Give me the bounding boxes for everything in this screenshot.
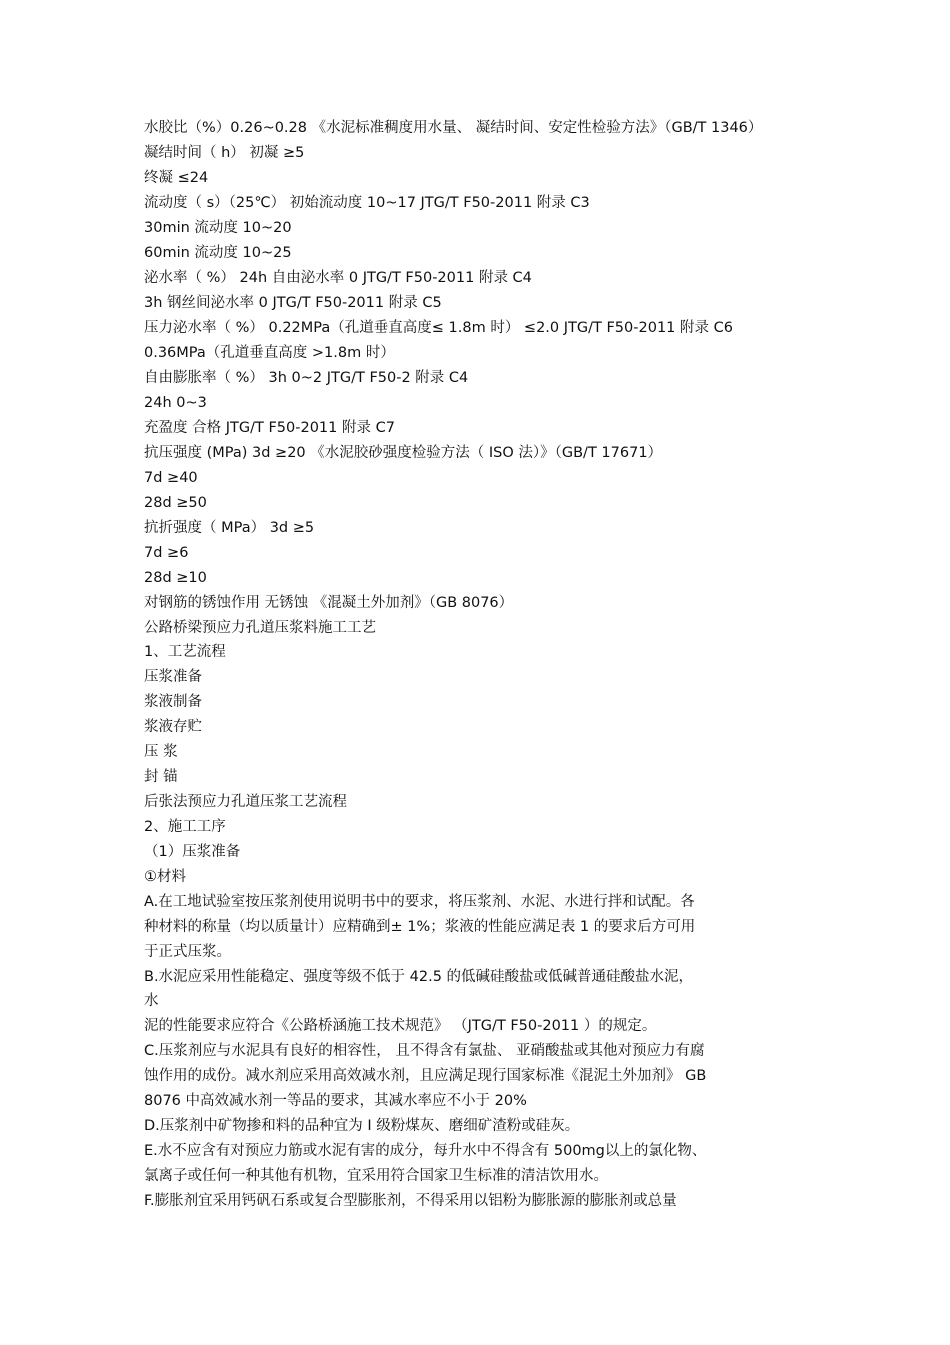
- text-line: 压浆准备: [144, 669, 202, 685]
- text-line: 抗压强度 (MPa) 3d ≥20 《水泥胶砂强度检验方法（ ISO 法）》（GB/T 17671）: [144, 445, 663, 461]
- text-line: 7d ≥6: [144, 545, 189, 561]
- text-line: 后张法预应力孔道压浆工艺流程: [144, 794, 347, 810]
- text-line: 蚀作用的成份。减水剂应采用高效减水剂，且应满足现行国家标准《混泥土外加剂》 GB: [144, 1068, 707, 1084]
- text-line: C.压浆剂应与水泥具有良好的相容性， 且不得含有氯盐、 亚硝酸盐或其他对预应力有腐: [144, 1043, 705, 1059]
- text-line: 浆液存贮: [144, 719, 202, 735]
- text-line: 1、工艺流程: [144, 644, 226, 660]
- text-line: 30min 流动度 10~20: [144, 220, 292, 236]
- text-line: 28d ≥50: [144, 495, 207, 511]
- text-line: A.在工地试验室按压浆剂使用说明书中的要求，将压浆剂、水泥、水进行拌和试配。各: [144, 894, 695, 910]
- text-line: 种材料的称量（均以质量计）应精确到± 1%；浆液的性能应满足表 1 的要求后方可用: [144, 919, 696, 935]
- text-line: E.水不应含有对预应力筋或水泥有害的成分，每升水中不得含有 500mg以上的氯化物、: [144, 1143, 707, 1159]
- text-line: 于正式压浆。: [144, 944, 231, 960]
- text-line: 抗折强度（ MPa） 3d ≥5: [144, 520, 315, 536]
- text-line: 0.36MPa（孔道垂直高度 >1.8m 时）: [144, 345, 395, 361]
- text-line: D.压浆剂中矿物掺和料的品种宜为 I 级粉煤灰、磨细矿渣粉或硅灰。: [144, 1118, 580, 1134]
- text-line: 终凝 ≤24: [144, 170, 209, 186]
- text-line: 自由膨胀率（ %） 3h 0~2 JTG/T F50-2 附录 C4: [144, 370, 469, 386]
- text-line: 24h 0~3: [144, 395, 207, 411]
- text-line: ①材料: [144, 869, 186, 885]
- text-line: B.水泥应采用性能稳定、强度等级不低于 42.5 的低碱硅酸盐或低碱普通硅酸盐水泥，: [144, 969, 694, 985]
- text-line: （1）压浆准备: [144, 844, 241, 860]
- text-line: 8076 中高效减水剂一等品的要求，其减水率应不小于 20%: [144, 1093, 527, 1109]
- text-line: 水: [144, 993, 159, 1009]
- text-line: 3h 钢丝间泌水率 0 JTG/T F50-2011 附录 C5: [144, 295, 442, 311]
- text-line: 水胶比（%）0.26~0.28 《水泥标准稠度用水量、 凝结时间、安定性检验方法》（GB/T 1346）: [144, 120, 763, 136]
- text-line: 泌水率（ %） 24h 自由泌水率 0 JTG/T F50-2011 附录 C4: [144, 270, 532, 286]
- text-line: 封 锚: [144, 769, 178, 785]
- text-line: 28d ≥10: [144, 570, 207, 586]
- text-line: 流动度（ s）（25℃） 初始流动度 10~17 JTG/T F50-2011 附录 C3: [144, 195, 590, 211]
- text-line: F.膨胀剂宜采用钙矾石系或复合型膨胀剂，不得采用以铝粉为膨胀源的膨胀剂或总量: [144, 1193, 677, 1209]
- text-line: 60min 流动度 10~25: [144, 245, 292, 261]
- text-line: 压 浆: [144, 744, 178, 760]
- text-line: 7d ≥40: [144, 470, 198, 486]
- text-line: 对钢筋的锈蚀作用 无锈蚀 《混凝土外加剂》（GB 8076）: [144, 595, 514, 611]
- text-line: 2、施工工序: [144, 819, 226, 835]
- text-line: 凝结时间（ h） 初凝 ≥5: [144, 145, 305, 161]
- text-line: 公路桥梁预应力孔道压浆料施工工艺: [144, 620, 376, 636]
- text-line: 氯离子或任何一种其他有机物，宜采用符合国家卫生标准的清洁饮用水。: [144, 1168, 608, 1184]
- text-line: 充盈度 合格 JTG/T F50-2011 附录 C7: [144, 420, 395, 436]
- text-line: 泥的性能要求应符合《公路桥涵施工技术规范》 （JTG/T F50-2011 ）的规定。: [144, 1018, 657, 1034]
- text-line: 压力泌水率（ %） 0.22MPa（孔道垂直高度≤ 1.8m 时） ≤2.0 JTG/T F50-2011 附录 C6: [144, 320, 733, 336]
- text-line: 浆液制备: [144, 694, 202, 710]
